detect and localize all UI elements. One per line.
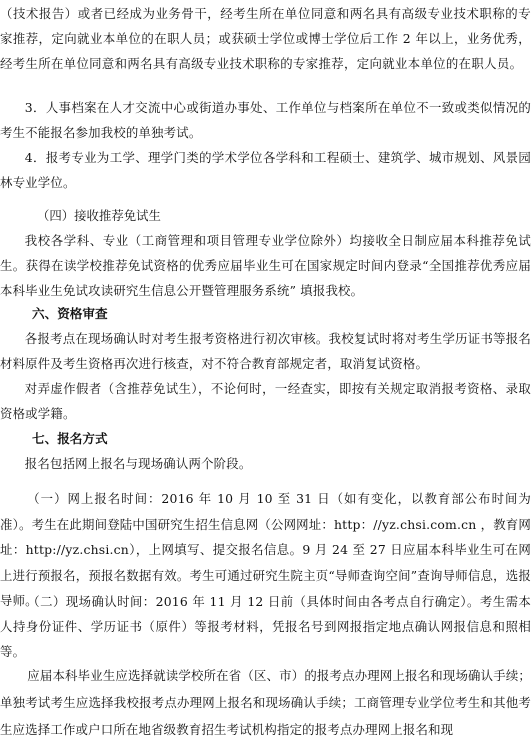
paragraph-online-registration: （一）网上报名时间：2016 年 10 月 10 至 31 日（如有变化，以教育部公布时间为准）。考生在此期间登陆中国研究生招生信息网（公网网址：http：//yz.chsi.com.cn ，教育网址：http://yz.chsi.cn），上网填写、提交报名信息。9 月 24 至 27 日应届本科毕业生可在网上进行预报名，预报名数据有效。考生可通过研究生院主页“导师查询空间”查询导师信息，选报导师。: [0, 491, 531, 608]
section-heading-registration-method: 七、报名方式: [32, 431, 108, 446]
paragraph-onsite-confirmation: （二）现场确认时间：2016 年 11 月 12 日前（具体时间由各考点自行确定）。考生需本人持身份证件、学历证书（原件）等报考材料，凭报名号到网报指定地点确认网报信息和照相等。: [0, 594, 531, 659]
paragraph-recommended-students: 我校各学科、专业（工商管理和项目管理专业学位除外）均接收全日制应届本科推荐免试生。获得在读学校推荐免试资格的优秀应届毕业生可在国家规定时间内登录“全国推荐优秀应届本科毕业生免试攻读研究生信息公开暨管理服务系统” 填报我校。: [0, 233, 531, 298]
subheading-recommended-students: （四）接收推荐免试生: [37, 208, 161, 223]
section-heading-qualification-review: 六、资格审查: [32, 306, 108, 321]
paragraph-registration-stages: 报名包括网上报名与现场确认两个阶段。: [24, 456, 252, 471]
paragraph-item-3: 3．人事档案在人才交流中心或街道办事处、工作单位与档案所在单位不一致或类似情况的考生不能报名参加我校的单独考试。: [0, 100, 531, 140]
paragraph-item-4: 4．报考专业为工学、理学门类的学术学位各学科和工程硕士、建筑学、城市规划、风景园林专业学位。: [0, 150, 531, 190]
paragraph-fraud-policy: 对弄虚作假者（含推荐免试生），不论何时，一经查实，即按有关规定取消报考资格、录取资格或学籍。: [0, 381, 531, 421]
paragraph-continuation: （技术报告）或者已经成为业务骨干，经考生所在单位同意和两名具有高级专业技术职称的专家推荐，定向就业本单位的在职人员；或获硕士学位或博士学位后工作 2 年以上，业务优秀，经考生所在单位同意和两名具有高级专业技术职称的专家推荐，定向就业本单位的在职人员。: [0, 6, 531, 71]
paragraph-registration-location: 应届本科毕业生应选择就读学校所在省（区、市）的报考点办理网上报名和现场确认手续；单独考试考生应选择我校报考点办理网上报名和现场确认手续；工商管理专业学位考生和其他考生应选择工作或户口所在地省级教育招生考试机构指定的报考点办理网上报名和现: [0, 668, 531, 737]
paragraph-qualification-check: 各报考点在现场确认时对考生报考资格进行初次审核。我校复试时将对考生学历证书等报名材料原件及考生资格再次进行核查，对不符合教育部规定者，取消复试资格。: [0, 331, 531, 371]
